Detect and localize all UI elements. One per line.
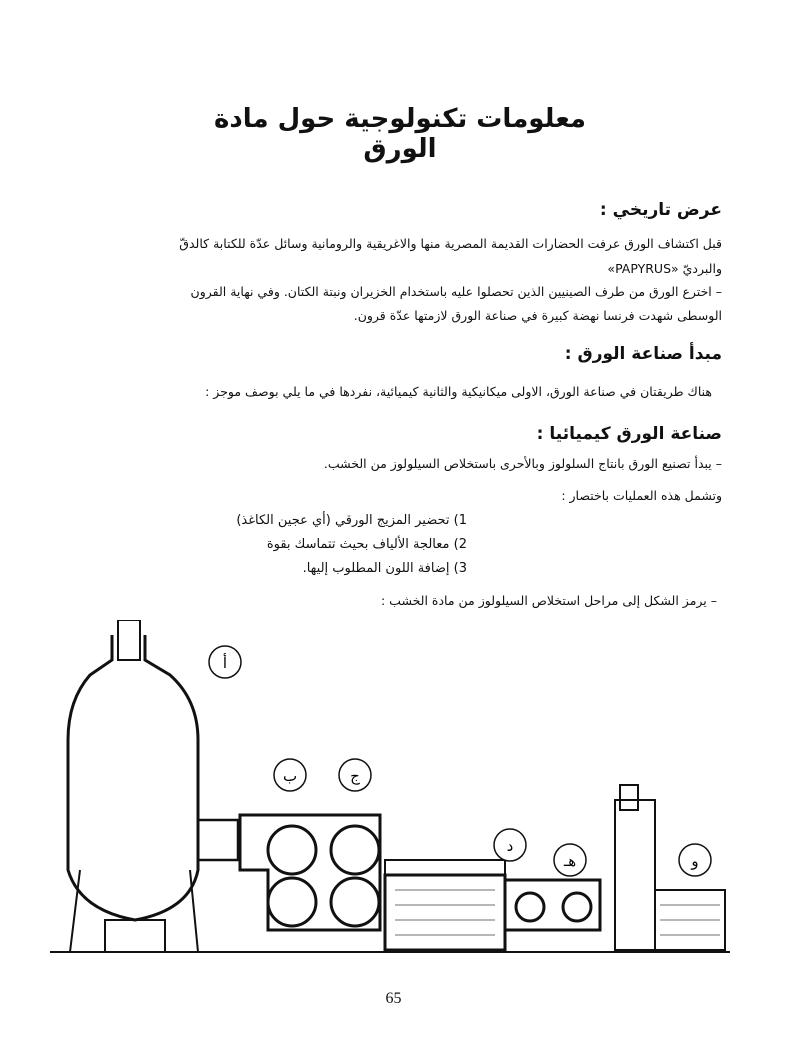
- step-item: 3) إضافة اللون المطلوب إليها.: [302, 561, 467, 576]
- figure-caption: – يرمز الشكل إلى مراحل استخلاص السيلولوز من مادة الخشب :: [381, 593, 717, 608]
- paragraph-line: هناك طريقتان في صناعة الورق، الاولى ميكانيكية والثانية كيميائية، نفردها في ما يلي بوصف موجز :: [205, 384, 712, 399]
- paragraph-line: الوسطى شهدت فرنسا نهضة كبيرة في صناعة الورق لازمتها عدّة قرون.: [353, 308, 722, 323]
- label-a: أ: [222, 654, 228, 672]
- paragraph-line: – يبدأ تصنيع الورق بانتاج السلولوز وبالأحرى باستخلاص السيلولوز من الخشب.: [323, 456, 722, 471]
- label-j: ج: [350, 767, 360, 785]
- label-w: و: [691, 852, 699, 870]
- section-heading-history: عرض تاريخي :: [599, 200, 722, 220]
- page-number: 65: [385, 990, 402, 1007]
- step-item: 2) معالجة الألياف بحيث تتماسك بقوة: [266, 537, 467, 552]
- label-h: هـ: [563, 852, 577, 870]
- label-d: د: [506, 837, 514, 855]
- label-b: ب: [282, 767, 298, 785]
- paper-machine-diagram: [50, 620, 730, 960]
- paragraph-line: وتشمل هذه العمليات باختصار :: [561, 488, 722, 503]
- paragraph-line: قبل اكتشاف الورق عرفت الحضارات القديمة المصرية منها والاغريقية والرومانية وسائل عدّة للكتابة كالدقّ: [179, 236, 722, 251]
- paragraph-line: والبرديّ «PAPYRUS»: [607, 261, 722, 276]
- page-title: معلومات تكنولوجية حول مادة الورق: [214, 104, 586, 164]
- paragraph-line: – اخترع الورق من طرف الصينيين الذين تحصلوا عليه باستخدام الخزيران ونبتة الكتان. وفي نهاية القرون: [190, 284, 722, 299]
- section-heading-chemical: صناعة الورق كيميائيا :: [536, 424, 722, 444]
- step-item: 1) تحضير المزيج الورقي (أي عجين الكاغذ): [236, 513, 467, 528]
- section-heading-principle: مبدأ صناعة الورق :: [564, 344, 722, 364]
